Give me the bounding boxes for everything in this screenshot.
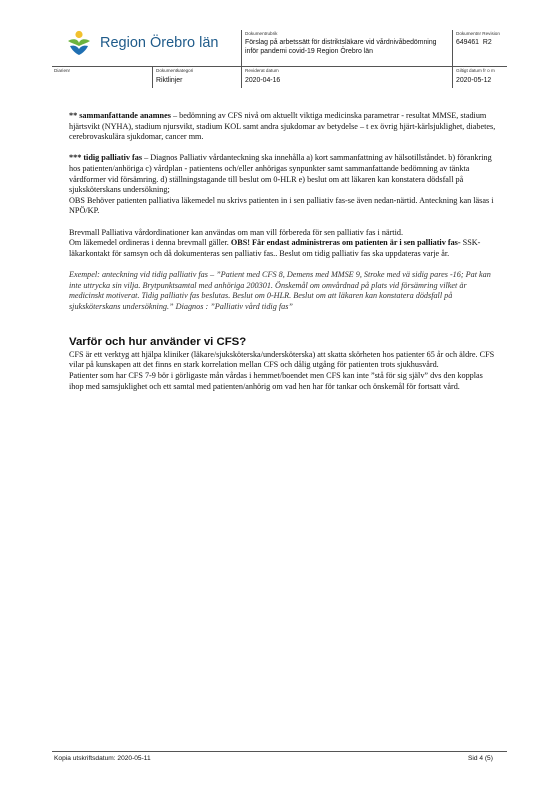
paragraph-tidig-palliativ-fas xyxy=(69,153,499,217)
diarienr-label: Diarienr xyxy=(54,68,71,73)
paragraph-text: Brevmall Palliativa vårdordinationer kan användas om man vill förbereda för sen palliativ fas i närtid. xyxy=(69,227,403,237)
section-heading-cfs: Varför och hur använder vi CFS? xyxy=(69,336,247,349)
paragraph-text: Om läkemedel ordineras i denna brevmall gäller. xyxy=(69,238,231,248)
header-rule xyxy=(52,66,507,67)
page-number: Sid 4 (5) xyxy=(468,755,493,762)
dokumentrubrik-value: Förslag på arbetssätt för distriktsläkare vid vårdnivåbedömning inför pandemi covid-19 Region Örebro län xyxy=(245,39,437,55)
kategori-value: Riktlinjer xyxy=(156,77,183,84)
dokumentnr-number: 649461 xyxy=(456,39,479,46)
header-divider xyxy=(152,66,153,88)
paragraph-cfs-patients: Patienter som har CFS 7-9 bör i görligaste mån vårdas i hemmet/boendet men CFS kan inte ”stå för sig själv” dvs den kopplas ihop med samsjuklighet och ett samtal med patienten/anhörig om vad hen har för tankar och önskemål för fortsatt vård. xyxy=(69,371,483,391)
paragraph-brevmall xyxy=(69,228,499,260)
footer-rule xyxy=(52,751,507,752)
term-sammanfattande-anamnes: ** sammanfattande anamnes xyxy=(69,111,171,120)
giltigt-value: 2020-05-12 xyxy=(456,77,492,84)
header-divider xyxy=(241,66,242,88)
paragraph-cfs-intro: CFS är ett verktyg att hjälpa kliniker (läkare/sjuksköterska/undersköterska) att skatta skörheten hos patienter 65 år och äldre. CFS vilar på kunskapen att det finns en stark korrelation mellan CFS och dålig utgång för patienten trots sjukhusvård. xyxy=(69,349,495,370)
print-date: Kopia utskriftsdatum: 2020-05-11 xyxy=(54,755,151,762)
org-name: Region Örebro län xyxy=(100,35,219,51)
obs-warning: OBS! Får endast administreras om patienten är i sen palliativ fas- xyxy=(230,238,461,248)
kategori-label: Dokumentkategori xyxy=(156,68,194,73)
example-note: Exempel: anteckning vid tidig palliativ fas – ”Patient med CFS 8, Demens med MMSE 9, Stroke med vä sidig pares -16; Pat kan inte uttrycka sin vilja. Brytpunktsamtal med anhöriga 200301. Önskemål om omvårdnad på plats vid försämring vilket är medicinskt motiverat. Tidig palliativ fas beslutas. Beslut om 0-HLR. Beslut om att läkaren kan konstatera dödsfall på sjuksköterskans undersökning.” Diagnos : ”Palliativ vård tidig fas” xyxy=(69,269,491,311)
dokumentnr-label: Dokumentnr Revision xyxy=(456,31,500,36)
reviderat-label: Reviderat datum xyxy=(245,68,279,73)
header-divider xyxy=(241,30,242,66)
paragraph-text: SSK-läkarkontakt för samsyn och då dokumenteras sen palliativ fas.. Beslut om tidig palliativ fas ska uppdateras varje år. xyxy=(69,238,481,258)
paragraph-text: – bedömning av CFS nivå om aktuellt viktiga medicinska parametrar - resultat MMSE, stadium hjärtsvikt (NYHA), stadium njursvikt, stadium KOL samt andra sjukdomar av betydelse – t ex övrig hjärt-kärlsjuklighet, diabetes, cerebrovaskulära sjukdomar, cancer mm. xyxy=(69,111,496,142)
revision-value: R2 xyxy=(482,39,492,46)
paragraph-sammanfattande-anamnes xyxy=(69,111,499,143)
header-divider xyxy=(452,30,453,66)
giltigt-label: Giltigt datum fr o m xyxy=(456,68,495,73)
reviderat-value: 2020-04-16 xyxy=(245,77,281,84)
dokumentnr-value xyxy=(456,38,492,47)
obs-note: OBS Behöver patienten palliativa läkemedel nu skrivs patienten in i sen palliativ fas-se även nedan-närtid. Anteckning kan läsas i NPÖ/KP. xyxy=(69,195,494,216)
dokumentrubrik-label: Dokumentrubrik xyxy=(245,31,278,36)
document-body xyxy=(69,111,499,392)
header-divider xyxy=(452,66,453,88)
term-tidig-palliativ-fas: *** tidig palliativ fas xyxy=(69,153,143,163)
region-orebro-logo-icon xyxy=(66,30,92,56)
paragraph-text: – Diagnos Palliativ vårdanteckning ska innehålla a) kort sammanfattning av hälsotillståndet. b) förankring hos patienten/anhöriga c) vårdplan - patientens och/eller anhörigas synpunkter samt sammanfattande bedömning av tänkta vårdformer vid försämring. d) ställningstagande till beslut om 0-HLR e) beslut om att läkaren kan konstatera dödsfall på sjuksköterskans undersökning; xyxy=(69,153,492,195)
